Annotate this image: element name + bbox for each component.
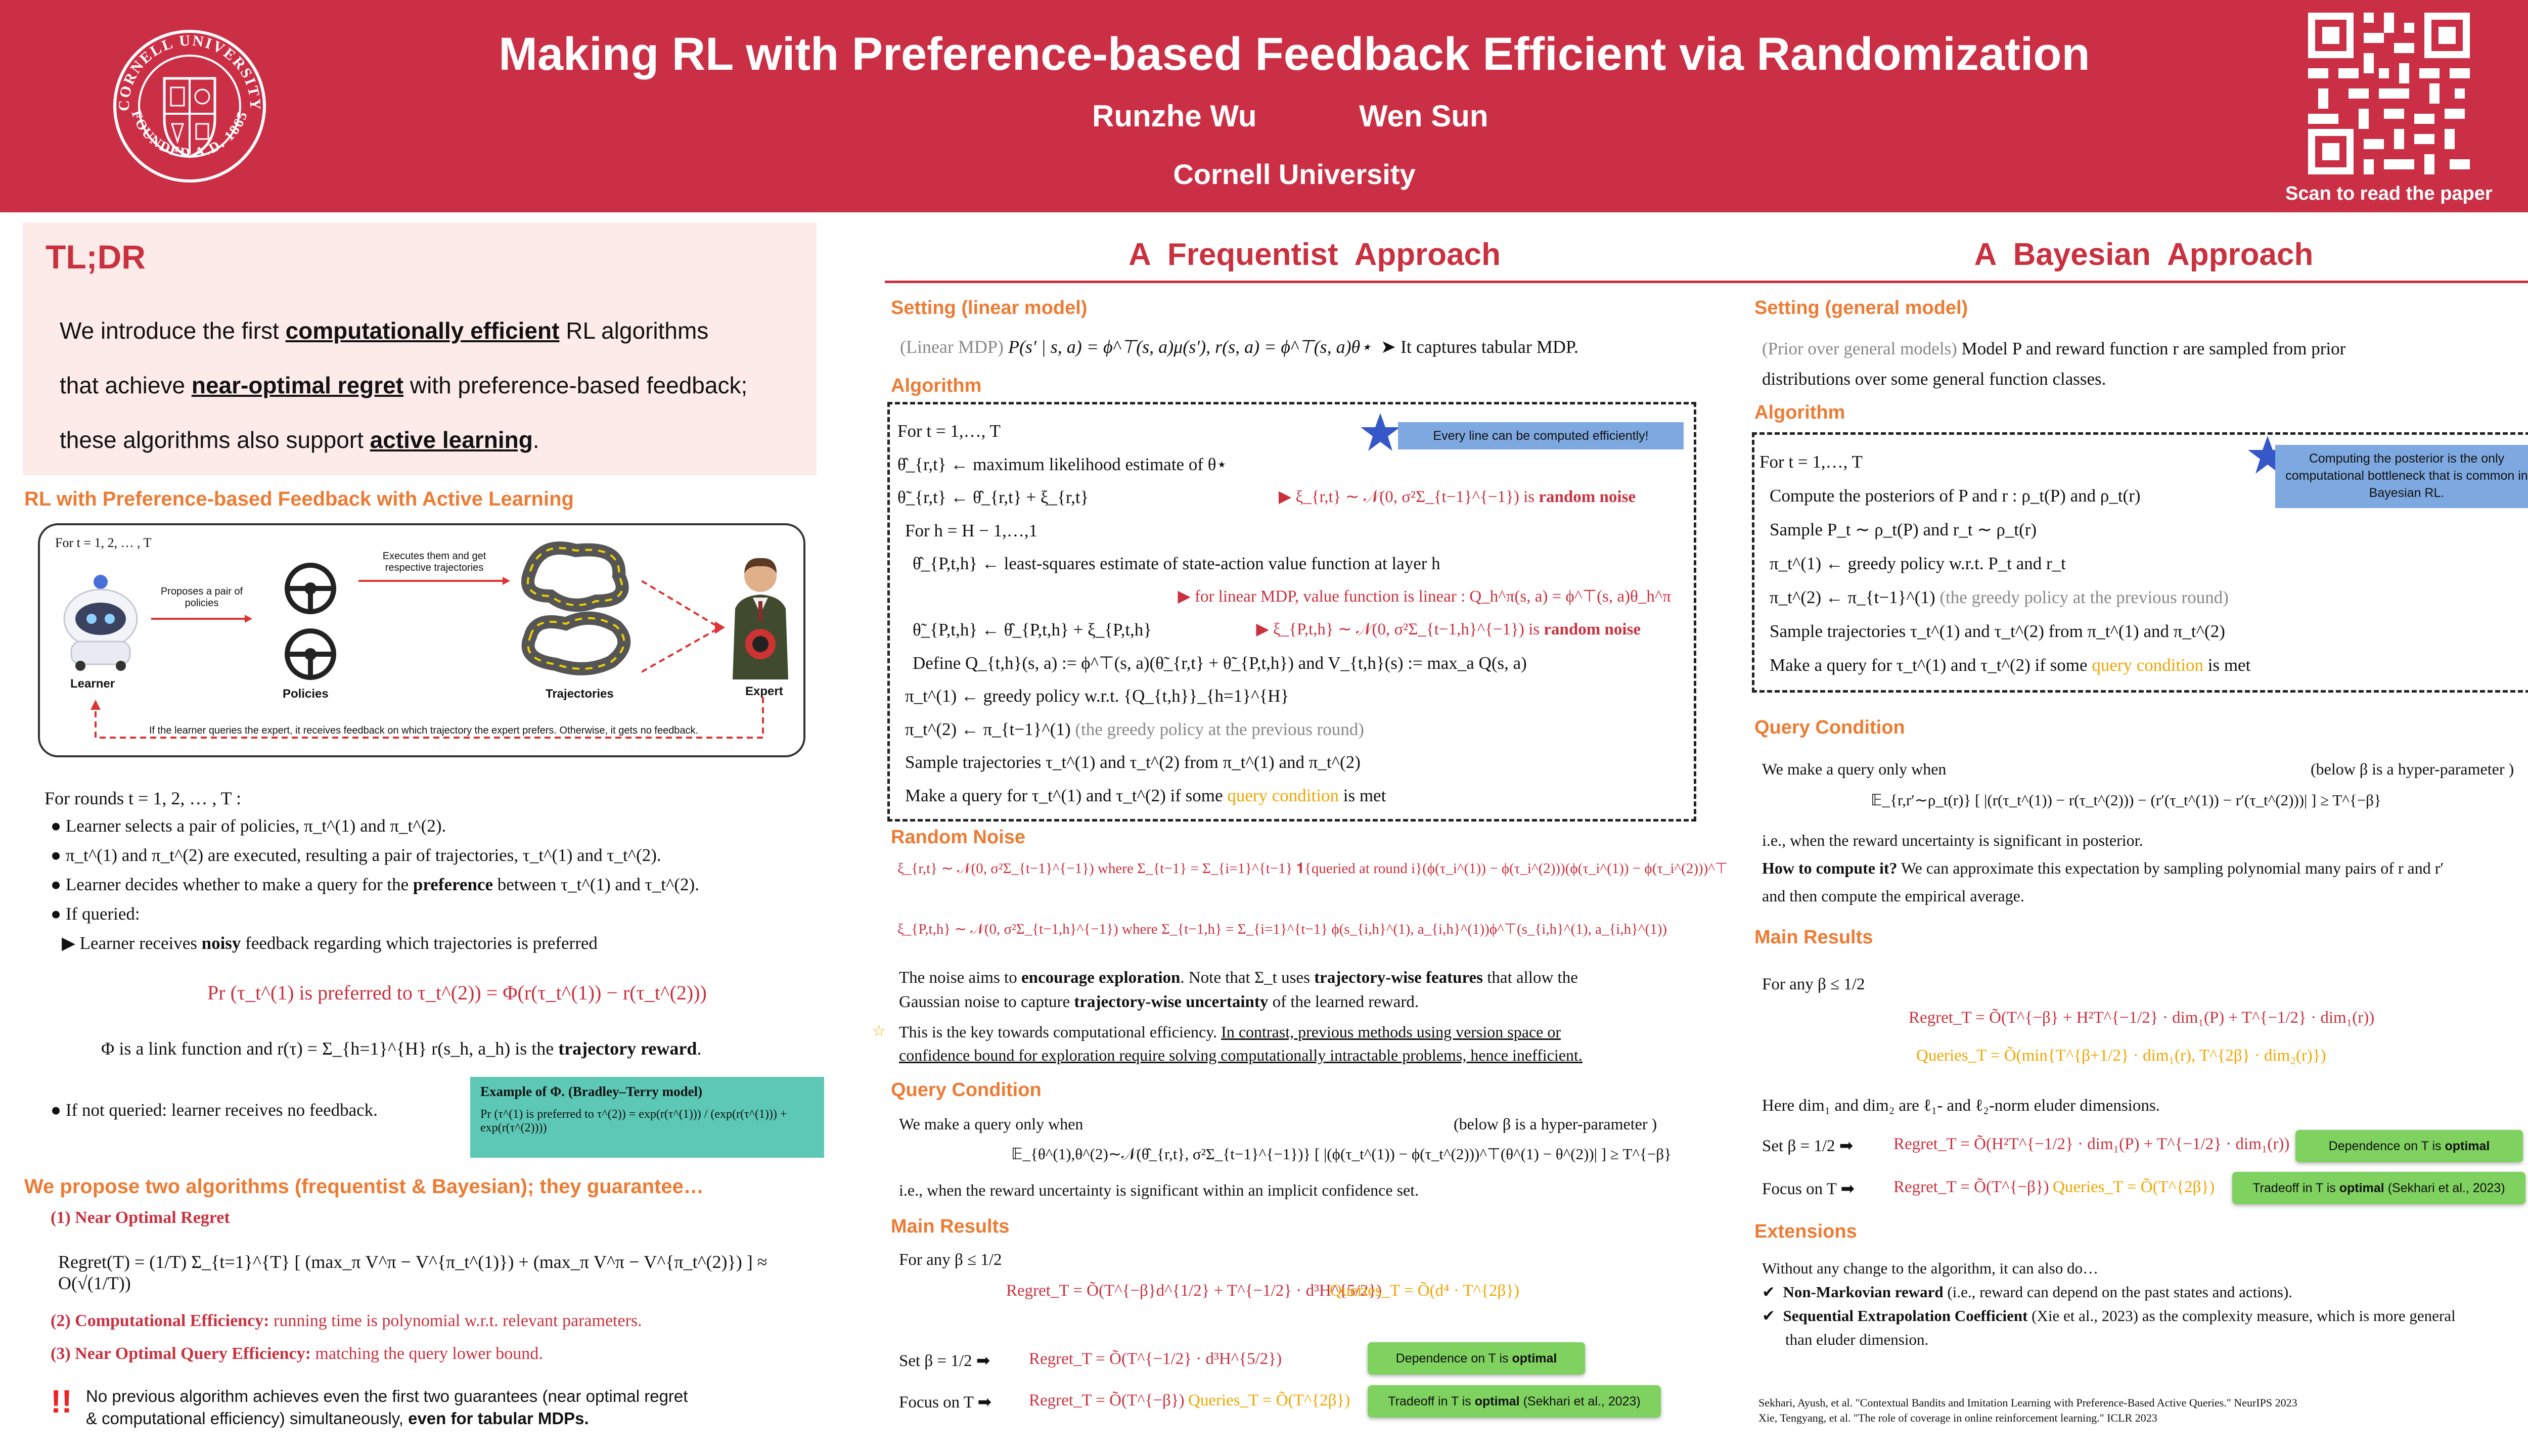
text: Gaussian noise to capture <box>899 993 1074 1011</box>
mr-focus: Focus on T ➡ <box>899 1393 992 1412</box>
arrow-icon <box>151 614 252 624</box>
text: θ̃_{r,t} ← θ̂_{r,t} + ξ_{r,t} <box>897 487 1089 507</box>
rl-diagram <box>38 523 805 757</box>
affiliation: Cornell University <box>1173 158 1416 190</box>
section-heading: Extensions <box>1754 1221 1857 1242</box>
note-box: Computing the posterior is the only computational bottleneck that is common in Bayesian RL. <box>2275 445 2528 508</box>
text: π_t^(1) ← greedy policy w.r.t. {Q_{t,h}}_{h=1}^{H} <box>905 686 1289 706</box>
column-title: A Bayesian Approach <box>1974 237 2314 272</box>
column-divider <box>1739 281 2528 283</box>
diagram-propose: Proposes a pair of policies <box>160 586 243 609</box>
text: optimal <box>1474 1394 1520 1408</box>
poster-title: Making RL with Preference-based Feedback Efficient via Randomization <box>499 28 2090 80</box>
key-insight-text <box>899 1020 1583 1067</box>
text: For h = H − 1,…,1 <box>905 520 1038 540</box>
text: . Note that Σ_t uses <box>1180 969 1315 987</box>
link-function-text <box>101 1036 701 1061</box>
text: θ̂_{r,t} ← maximum likelihood estimate of θ⋆ <box>897 454 1228 474</box>
text: running time is polynomial w.r.t. relevant parameters. <box>269 1311 642 1330</box>
section-heading: Setting (general model) <box>1754 297 1968 318</box>
diagram-learner: Learner <box>70 677 115 691</box>
qc-text <box>1762 827 2528 910</box>
text: query condition <box>2092 655 2203 675</box>
example-box <box>470 1077 824 1158</box>
alert-icon: !! <box>51 1383 72 1420</box>
text: . <box>697 1038 702 1059</box>
mr-focus: Focus on T ➡ <box>1762 1180 1855 1198</box>
tldr-title: TL;DR <box>46 238 146 276</box>
text: (Sekhari et al., 2023) <box>1519 1394 1641 1408</box>
regret-bound: Regret_T = Õ(T^{−β} + H²T^{−1/2} · dim₁(P) + T^{−1/2} · dim₁(r)) <box>1909 1009 2375 1027</box>
final-note <box>86 1385 688 1430</box>
arrow-icon <box>358 576 510 586</box>
reference-item: Sekhari, Ayush, et al. "Contextual Bandits and Imitation Learning with Preference-Based Active Queries." NeurIPS 2023 <box>1758 1396 2297 1409</box>
setting-text <box>1762 334 2528 394</box>
text: π_t^(2) ← π_{t−1}^(1) <box>1770 587 1940 607</box>
text: Sample trajectories τ_t^(1) and τ_t^(2) from π_t^(1) and π_t^(2) <box>1770 621 2225 641</box>
feedback-arrow-icon <box>91 697 768 748</box>
reference-item: Xie, Tengyang, et al. "The role of coverage in online reinforcement learning." ICLR 2023 <box>1758 1412 2157 1424</box>
text: distributions over some general function classes. <box>1762 369 2106 389</box>
section-heading: Main Results <box>1754 927 1873 948</box>
text: with preference-based feedback; <box>403 372 748 398</box>
section-heading: Algorithm <box>891 375 982 396</box>
diagram-policies: Policies <box>283 687 329 701</box>
guarantee-1: (1) Near Optimal Regret <box>51 1208 230 1227</box>
trajectory-icon <box>510 535 642 682</box>
text: For t = 1,…, T <box>1759 452 1863 472</box>
text: noisy <box>201 933 241 953</box>
text: θ̃_{P,t,h} ← θ̂_{P,t,h} + ξ_{P,t,h} <box>913 620 1152 640</box>
qc-text: i.e., when the reward uncertainty is significant within an implicit confidence set. <box>899 1181 1419 1199</box>
text: of the learned reward. <box>1268 993 1419 1011</box>
text: Φ is a link function and r(τ) = Σ_{h=1}^{H} r(s_h, a_h) is the <box>101 1038 559 1059</box>
qr-caption: Scan to read the paper <box>2285 183 2493 204</box>
text: Compute the posteriors of P and r : ρ_t(P) and ρ_t(r) <box>1770 486 2141 506</box>
text: (the greedy policy at the previous round) <box>1939 587 2229 607</box>
section-heading: Algorithm <box>1754 402 1845 423</box>
text: Model P and reward function r are sampled from prior <box>1961 339 2346 358</box>
mr-set: Set β = 1/2 ➡ <box>899 1352 990 1370</box>
text: encourage exploration <box>1021 969 1181 987</box>
diagram-feedback: If the learner queries the expert, it receives feedback on which trajectory the expert prefers. Otherwise, it gets no feedback. <box>146 725 701 737</box>
text: If queried: <box>65 904 140 924</box>
diagram-trajectories: Trajectories <box>546 687 614 701</box>
text: optimal <box>2339 1181 2384 1195</box>
text: ▶ ξ_{r,t} ∼ 𝒩(0, σ²Σ_{t−1}^{−1}) is <box>1278 488 1539 506</box>
text: and then compute the empirical average. <box>1762 887 2024 905</box>
text: Non-Markovian reward <box>1783 1283 1944 1301</box>
qc-text: We make a query only when <box>1762 760 1947 778</box>
text: π_t^(1) and π_t^(2) are executed, resulting a pair of trajectories, τ_t^(1) and τ_t^(2). <box>65 845 661 865</box>
author-name: Wen Sun <box>1359 99 1488 133</box>
algorithm-lines <box>897 415 1686 812</box>
text: ➤ It captures tabular MDP. <box>1380 337 1578 357</box>
text: (i.e., reward can depend on the past states and actions). <box>1943 1283 2293 1301</box>
text: Sequential Extrapolation Coefficient <box>1783 1307 2028 1325</box>
text: random noise <box>1544 620 1641 639</box>
star-icon: ☆ <box>872 1023 886 1039</box>
text: computationally efficient <box>285 317 560 344</box>
text: active learning <box>370 427 533 453</box>
section-heading: Random Noise <box>891 827 1026 848</box>
text: optimal <box>1512 1351 1557 1366</box>
text: trajectory reward <box>558 1038 697 1059</box>
guarantee-2 <box>51 1309 642 1333</box>
text: (3) Near Optimal Query Efficiency: <box>51 1344 311 1363</box>
text: Learner decides whether to make a query for the <box>65 875 413 894</box>
robot-icon <box>60 571 141 672</box>
text: than eluder dimension. <box>1785 1331 1929 1348</box>
text: π_t^(1) ← greedy policy w.r.t. P_t and r_t <box>1770 554 2066 573</box>
qc-equation: 𝔼_{r,r′∼ρ_t(r)} [ |(r(τ_t^(1)) − r(τ_t^(2))) − (r′(τ_t^(1)) − r′(τ_t^(2)))| ] ≥ T^{−β} <box>1871 791 2381 809</box>
text: preference <box>413 875 493 894</box>
mr-text: For any β ≤ 1/2 <box>899 1251 1002 1269</box>
protocol-list: ● Learner selects a pair of policies, π_t^(1) and π_t^(2). ● π_t^(1) and π_t^(2) are executed, resulting a pair of trajectories, τ_t^(1) and τ_t^(2). ● Learner decides whether to make a query for the preference between τ_t^(1) and τ_t^(2). ● If queried: ▶ Learner receives noisy feedback regarding which trajectories is preferred <box>51 816 699 953</box>
text: ▶ ξ_{P,t,h} ∼ 𝒩(0, σ²Σ_{t−1,h}^{−1}) is <box>1256 620 1544 639</box>
author-name: Runzhe Wu <box>1092 99 1257 133</box>
text: (the greedy policy at the previous round) <box>1075 719 1364 739</box>
text: . <box>532 427 539 453</box>
text: Sample P_t ∼ ρ_t(P) and r_t ∼ ρ_t(r) <box>1770 520 2037 539</box>
regret-bound: Regret_T = Õ(T^{−β}) <box>1029 1391 1185 1409</box>
text: trajectory-wise features <box>1314 969 1483 987</box>
setting-text <box>900 335 1578 359</box>
references <box>1758 1395 2528 1426</box>
text: Define Q_{t,h}(s, a) := ϕ^⊤(s, a)(θ̃_{r,t} + θ̃_{P,t,h}) and V_{t,h}(s) := max_a Q(s, a) <box>913 653 1527 673</box>
note-box <box>2232 1172 2525 1204</box>
text: RL algorithms <box>559 317 709 344</box>
text: query condition <box>1227 785 1339 805</box>
text: even for tabular MDPs. <box>408 1409 589 1428</box>
qc-equation: 𝔼_{θ^(1),θ^(2)∼𝒩(θ̂_{r,t}, σ²Σ_{t−1}^{−1})} [ |(ϕ(τ_t^(1)) − ϕ(τ_t^(2)))^⊤(θ^(1) − θ^(2))| ] ≥ T^{−β} <box>1011 1145 1672 1163</box>
section-heading: Query Condition <box>891 1079 1042 1101</box>
text: Make a query for τ_t^(1) and τ_t^(2) if some <box>905 785 1228 805</box>
text: random noise <box>1539 488 1636 506</box>
query-bound: Queries_T = Õ(T^{2β}) <box>1188 1391 1350 1409</box>
mr-text: Here dim₁ and dim₂ are ℓ₁- and ℓ₂-norm eluder dimensions. <box>1762 1097 2160 1115</box>
text: ▶ for linear MDP, value function is linear : Q_h^π(s, a) = ϕ^⊤(s, a)θ_h^π <box>1178 587 1671 606</box>
text: In contrast, previous methods using version space or <box>1221 1023 1561 1041</box>
preference-equation: Pr (τ_t^(1) is preferred to τ_t^(2)) = Φ(r(τ_t^(1)) − r(τ_t^(2))) <box>207 981 707 1004</box>
text: How to compute it? <box>1762 859 1898 877</box>
text: (2) Computational Efficiency: <box>51 1311 269 1330</box>
text: that allow the <box>1483 969 1578 987</box>
text: For t = 1,…, T <box>897 421 1001 441</box>
diagram-expert: Expert <box>745 685 783 698</box>
text: is met <box>2203 655 2251 675</box>
text: Tradeoff in T is <box>1388 1394 1475 1408</box>
text: We can approximate this expectation by sampling polynomial many pairs of r and r′ <box>1897 859 2444 877</box>
section-heading: RL with Preference-based Feedback with Active Learning <box>24 488 574 510</box>
text: (Sekhari et al., 2023) <box>2384 1181 2505 1195</box>
example-title: Example of Φ. (Bradley–Terry model) <box>480 1084 703 1099</box>
text: Sample trajectories τ_t^(1) and τ_t^(2) from π_t^(1) and π_t^(2) <box>905 752 1361 772</box>
text: between τ_t^(1) and τ_t^(2). <box>493 875 699 894</box>
text: i.e., when the reward uncertainty is significant in posterior. <box>1762 831 2143 849</box>
noise-equation: ξ_{r,t} ∼ 𝒩(0, σ²Σ_{t−1}^{−1}) where Σ_{t−1} = Σ_{i=1}^{t−1} 𝟏{queried at round i}(ϕ(τ_i^(1)) − ϕ(τ_i^(2)))(ϕ(τ_i^(1)) − ϕ(τ_i^(2)))^⊤ <box>897 860 1728 877</box>
text: Dependence on T is <box>2328 1139 2445 1153</box>
text: feedback regarding which trajectories is preferred <box>241 933 598 953</box>
query-bound: Queries_T = Õ(min{T^{β+1/2} · dim₁(r), T^{2β} · dim₂(r)}) <box>1916 1046 2326 1065</box>
note-box <box>1368 1385 1661 1418</box>
noise-equation: ξ_{P,t,h} ∼ 𝒩(0, σ²Σ_{t−1,h}^{−1}) where Σ_{t−1,h} = Σ_{i=1}^{t−1} ϕ(s_{i,h}^(1), a_{i,h}^(1))ϕ^⊤(s_{i,h}^(1), a_{i,h}^(1)) <box>897 921 1667 937</box>
text: Learner selects a pair of policies, π_t^(1) and π_t^(2). <box>65 816 446 836</box>
column-title: A Frequentist Approach <box>1128 237 1501 272</box>
note-box <box>1368 1342 1585 1375</box>
text: The noise aims to <box>899 969 1021 987</box>
text: these algorithms also support <box>60 427 370 453</box>
section-heading: We propose two algorithms (frequentist & Bayesian); they guarantee… <box>24 1175 704 1198</box>
text: π_t^(2) ← π_{t−1}^(1) <box>905 719 1075 739</box>
text: matching the query lower bound. <box>310 1344 543 1363</box>
note-box <box>2295 1130 2523 1162</box>
qc-hyper-text: (below β is a hyper-parameter ) <box>2311 760 2514 778</box>
guarantee-3 <box>51 1342 543 1366</box>
regret-bound: Regret_T = Õ(T^{−1/2} · d³H^{5/2}) <box>1029 1350 1282 1368</box>
algorithm-lines <box>1759 445 2528 682</box>
text: & computational efficiency) simultaneously, <box>86 1409 409 1428</box>
text: Make a query for τ_t^(1) and τ_t^(2) if some <box>1770 655 2092 675</box>
text: Learner receives <box>79 933 202 953</box>
text: θ̂_{P,t,h} ← least-squares estimate of state-action value function at layer h <box>913 554 1440 573</box>
text: We introduce the first <box>60 317 286 344</box>
regret-bound: Regret_T = Õ(T^{−β}d^{1/2} + T^{−1/2} · d³H^{5/2}) <box>1006 1282 1382 1300</box>
diagram-for-label: For t = 1, 2, … , T <box>55 535 152 550</box>
no-query-text: ● If not queried: learner receives no feedback. <box>51 1100 378 1120</box>
mr-text: For any β ≤ 1/2 <box>1762 975 1865 993</box>
section-heading: Query Condition <box>1754 717 1905 738</box>
query-bound: Queries_T = Õ(T^{2β}) <box>2053 1178 2215 1196</box>
query-bound: Queries_T = Õ(d⁴ · T^{2β}) <box>1330 1282 1520 1300</box>
qc-hyper-text: (below β is a hyper-parameter ) <box>1454 1115 1657 1133</box>
svg-text:CORNELL UNIVERSITY: CORNELL UNIVERSITY <box>115 32 264 112</box>
text: that achieve <box>60 372 192 398</box>
svg-text:FOUNDED A.D. 1865: FOUNDED A.D. 1865 <box>128 108 251 162</box>
qr-code[interactable] <box>2308 13 2470 174</box>
column-divider <box>885 281 1744 283</box>
text: If not queried: learner receives no feedback. <box>65 1100 378 1120</box>
expert-avatar <box>725 553 796 679</box>
regret-bound: Regret_T = Õ(H²T^{−1/2} · dim₁(P) + T^{−1/2} · dim₁(r)) <box>1893 1135 2290 1153</box>
text: Tradeoff in T is <box>2252 1181 2339 1195</box>
mr-set: Set β = 1/2 ➡ <box>1762 1137 1854 1155</box>
section-heading: Main Results <box>891 1216 1010 1237</box>
text: is met <box>1338 785 1386 805</box>
noise-text <box>899 966 1578 1014</box>
note-box: Every line can be computed efficiently! <box>1398 422 1684 449</box>
example-equation: Pr (τ^(1) is preferred to τ^(2)) = exp(r(τ^(1))) / (exp(r(τ^(1))) + exp(r(τ^(2)))) <box>480 1108 787 1134</box>
tldr-text <box>60 303 747 467</box>
diagram-execute: Executes them and get respective trajectories <box>382 551 486 573</box>
steering-wheel-icon <box>283 561 338 616</box>
extensions-text: Without any change to the algorithm, it can also do… ✔ Non-Markovian reward (i.e., reward can depend on the past states and actions). ✔ Sequential Extrapolation Coefficient (Xie et al., 2023) as the complexity measure, which is more general than eluder dimension. <box>1762 1256 2528 1351</box>
text: (Xie et al., 2023) as the complexity measure, which is more general <box>2027 1307 2456 1325</box>
text: P(s′ | s, a) = ϕ^⊤(s, a)μ(s′), r(s, a) = ϕ^⊤(s, a)θ⋆ <box>1008 337 1372 357</box>
text: trajectory-wise uncertainty <box>1074 993 1269 1011</box>
text: near-optimal regret <box>191 372 404 398</box>
text: Dependence on T is <box>1395 1351 1512 1366</box>
text: optimal <box>2445 1139 2490 1153</box>
section-heading: Setting (linear model) <box>891 297 1088 318</box>
text: This is the key towards computational efficiency. <box>899 1023 1222 1041</box>
steering-wheel-icon <box>283 626 338 682</box>
regret-equation: Regret(T) = (1/T) Σ_{t=1}^{T} [ (max_π V^π − V^{π_t^(1)}) + (max_π V^π − V^{π_t^(2)}) ] ≈ O(√(1/T)) <box>58 1252 768 1293</box>
text: Without any change to the algorithm, it can also do… <box>1762 1259 2099 1277</box>
text: (Prior over general models) <box>1762 339 1962 358</box>
arrow-icon <box>642 571 728 682</box>
qc-text: We make a query only when <box>899 1115 1084 1133</box>
text: (Linear MDP) <box>900 337 1008 357</box>
text: confidence bound for exploration require solving computationally intractable problems, hence inefficient. <box>899 1046 1583 1064</box>
regret-bound: Regret_T = Õ(T^{−β}) <box>1893 1178 2049 1196</box>
text: No previous algorithm achieves even the first two guarantees (near optimal regret <box>86 1387 688 1405</box>
rounds-text: For rounds t = 1, 2, … , T : <box>44 788 242 808</box>
